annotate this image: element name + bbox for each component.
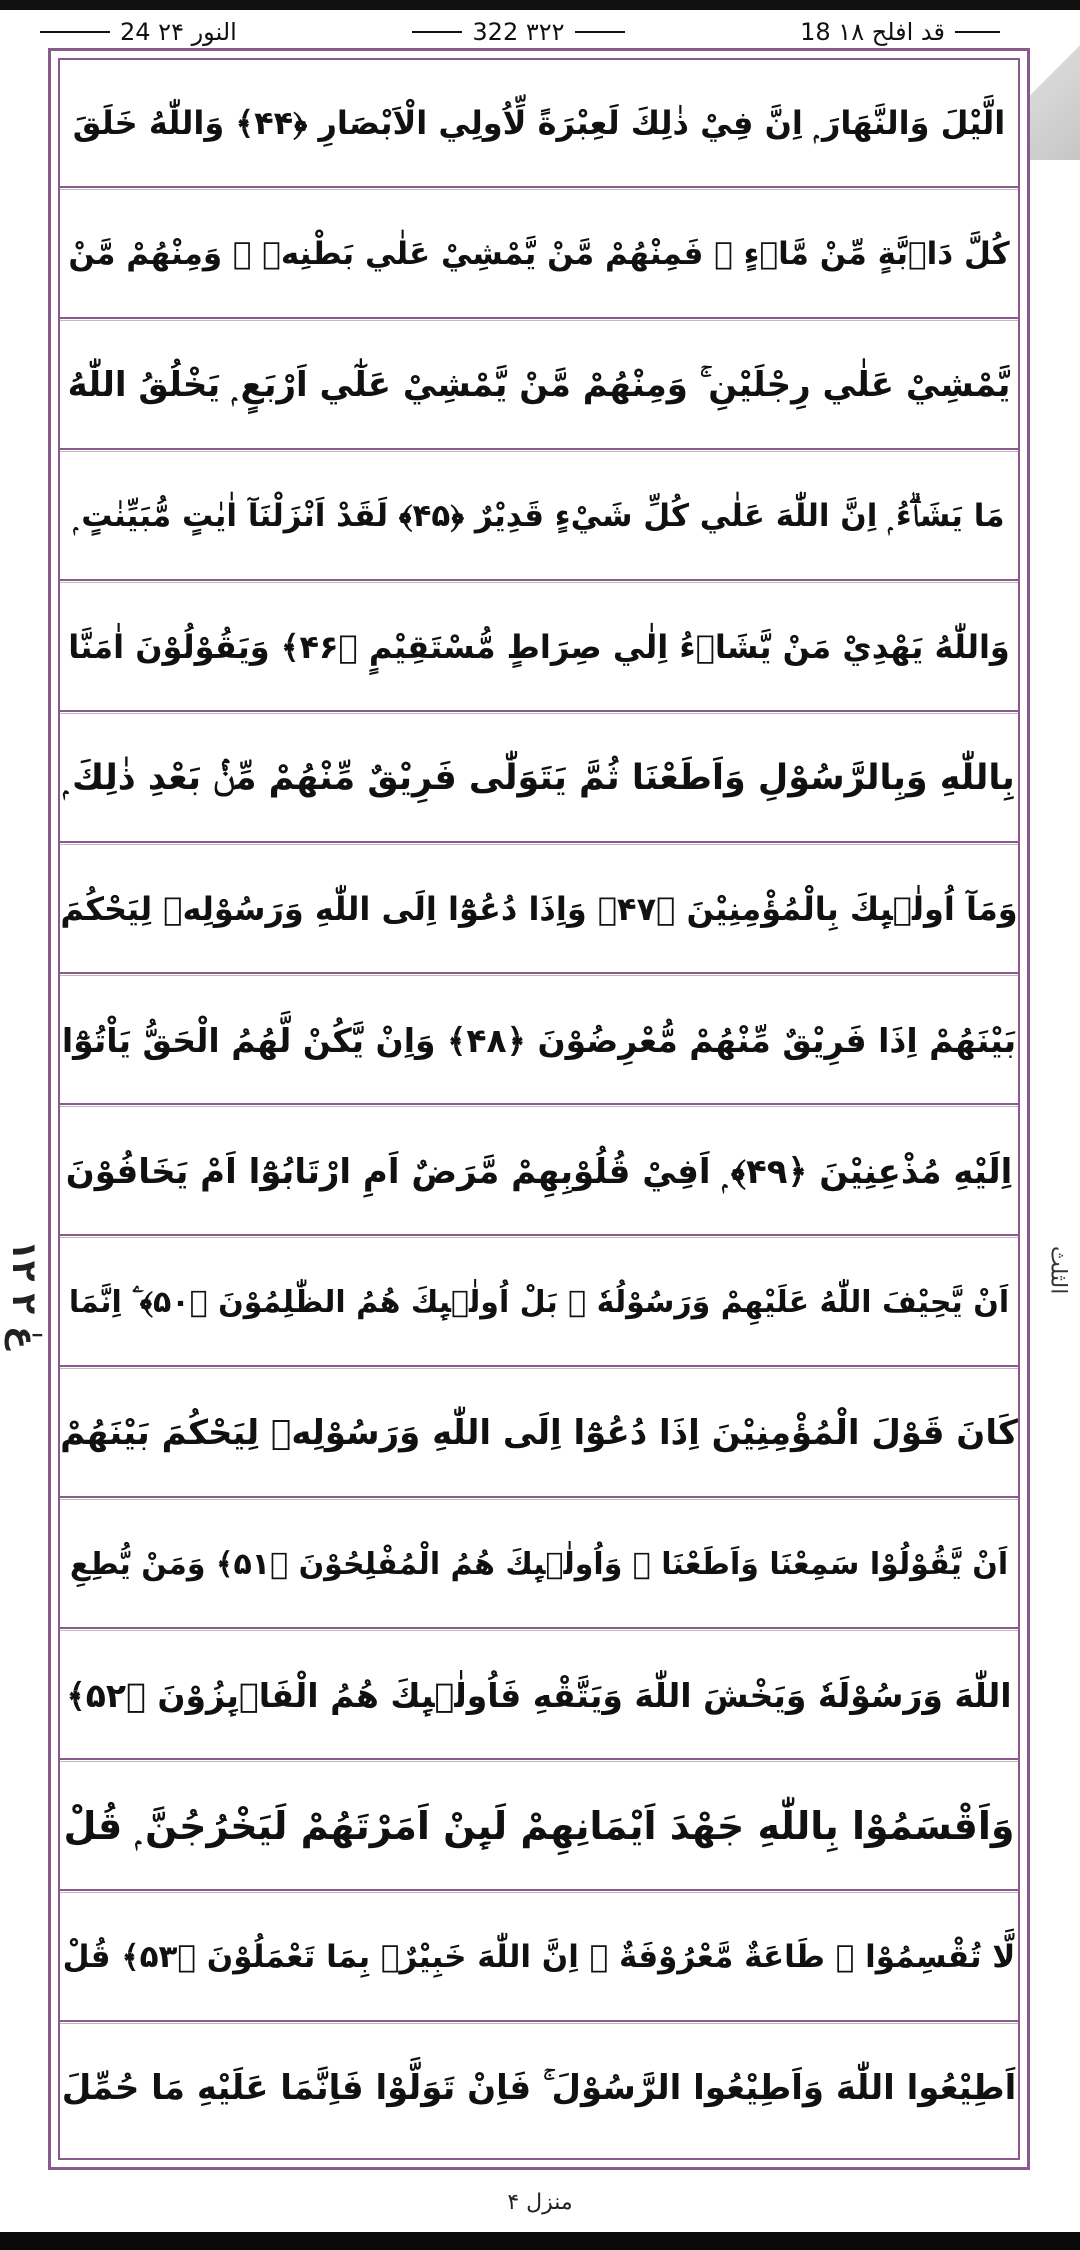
top-bar: [0, 0, 1080, 10]
text-line: كُلَّ دَاۗبَّةٍ مِّنْ مَّاۗءٍ ۚ فَمِنْهُمْ مَّنْ يَّمْشِيْ عَلٰي بَطْنِهٖ ۚ وَمِنْهُمْ مَّنْ: [68, 236, 1010, 272]
line-separator: [60, 317, 1018, 321]
header-rule: [40, 31, 110, 33]
line-separator: [60, 186, 1018, 190]
line-separator: [60, 1496, 1018, 1500]
text-line: وَمَآ اُولٰۗىِٕكَ بِالْمُؤْمِنِيْنَ ﴿۴۷﴾ وَاِذَا دُعُوْٓا اِلَى اللّٰهِ وَرَسُوْلِهٖ لِيَحْكُمَ: [60, 890, 1018, 928]
line-separator: [60, 841, 1018, 845]
manzil-footer: منزل ۴: [507, 2190, 573, 2215]
line-separator: [60, 1627, 1018, 1631]
text-line: الَّيْلَ وَالنَّهَارَ ۭ اِنَّ فِيْ ذٰلِكَ لَعِبْرَةً لِّاُولِي الْاَبْصَارِ ﴿۴۴﴾ وَاللّٰهُ خَلَقَ: [72, 103, 1006, 142]
header-rule: [412, 31, 462, 33]
bottom-bar: [0, 2232, 1080, 2250]
surah-label: 24 النور ۲۴: [120, 18, 237, 46]
quarter-marker: الثلث: [1045, 1245, 1071, 1295]
juz-label: 18 قد افلح ۱۸: [800, 18, 945, 46]
line-separator: [60, 579, 1018, 583]
text-line: اَنْ يَّحِيْفَ اللّٰهُ عَلَيْهِمْ وَرَسُوْلُهٗ ۭ بَلْ اُولٰۗىِٕكَ هُمُ الظّٰلِمُوْنَ ﴿۵۰﴾ ۧ اِنَّمَا: [68, 1284, 1010, 1320]
line-separator: [60, 2020, 1018, 2024]
header-right: [800, 18, 1025, 46]
line-separator: [60, 1758, 1018, 1762]
page-number: 322 ۳۲۲: [472, 18, 565, 46]
text-line: اللّٰهَ وَرَسُوْلَهٗ وَيَخْشَ اللّٰهَ وَيَتَّقْهِ فَاُولٰۗىِٕكَ هُمُ الْفَاۗىِٕزُوْنَ ﴿۵۲﴾: [66, 1675, 1012, 1715]
text-line: بِاللّٰهِ وَبِالرَّسُوْلِ وَاَطَعْنَا ثُمَّ يَتَوَلّٰى فَرِيْقٌ مِّنْهُمْ مِّنْۢ بَعْدِ ذٰلِكَ ۭ: [63, 758, 1015, 798]
line-separator: [60, 448, 1018, 452]
header-left: [40, 18, 237, 46]
text-line: مَا يَشَاۗءُ ۭ اِنَّ اللّٰهَ عَلٰي كُلِّ شَيْءٍ قَدِيْرٌ ﴿۴۵﴾ لَقَدْ اَنْزَلْنَآ اٰيٰتٍ مُّبَيِّنٰتٍ ۭ: [73, 497, 1005, 534]
text-line: اَطِيْعُوا اللّٰهَ وَاَطِيْعُوا الرَّسُوْلَ ۚ فَاِنْ تَوَلَّوْا فَاِنَّمَا عَلَيْهِ مَا حُمِّلَ: [61, 2068, 1017, 2108]
line-separator: [60, 1103, 1018, 1107]
line-separator: [60, 1365, 1018, 1369]
text-line: وَاللّٰهُ يَهْدِيْ مَنْ يَّشَاۗءُ اِلٰي صِرَاطٍ مُّسْتَقِيْمٍ ﴿۴۶﴾ وَيَقُوْلُوْنَ اٰمَنَّا: [68, 628, 1010, 666]
page-header: [40, 12, 1025, 52]
line-separator: [60, 972, 1018, 976]
header-center: [412, 18, 624, 46]
text-line: اَنْ يَّقُوْلُوْا سَمِعْنَا وَاَطَعْنَا ۭ وَاُولٰۗىِٕكَ هُمُ الْمُفْلِحُوْنَ ﴿۵۱﴾ وَمَنْ يُّطِعِ: [69, 1546, 1009, 1582]
text-line: يَّمْشِيْ عَلٰي رِجْلَيْنِ ۚ وَمِنْهُمْ مَّنْ يَّمْشِيْ عَلٰٓي اَرْبَعٍ ۭ يَخْلُقُ اللّٰهُ: [67, 365, 1011, 405]
text-line: وَاَقْسَمُوْا بِاللّٰهِ جَهْدَ اَيْمَانِهِمْ لَىِٕنْ اَمَرْتَهُمْ لَيَخْرُجُنَّ ۭ قُلْ: [63, 1803, 1015, 1848]
text-line: بَيْنَهُمْ اِذَا فَرِيْقٌ مِّنْهُمْ مُّعْرِضُوْنَ ﴿۴۸﴾ وَاِنْ يَّكُنْ لَّهُمُ الْحَقُّ يَاْتُوْٓا: [61, 1020, 1017, 1060]
text-line: كَانَ قَوْلَ الْمُؤْمِنِيْنَ اِذَا دُعُوْٓا اِلَى اللّٰهِ وَرَسُوْلِهٖ لِيَحْكُمَ بَيْنَهُمْ: [60, 1413, 1018, 1453]
header-rule: [575, 31, 625, 33]
line-separator: [60, 1889, 1018, 1893]
line-separator: [60, 710, 1018, 714]
line-separator: [60, 1234, 1018, 1238]
ruku-marker: عٰ ۲ ۱۲: [4, 1240, 44, 1350]
text-line: لَّا تُقْسِمُوْا ۚ طَاعَةٌ مَّعْرُوْفَةٌ ۭ اِنَّ اللّٰهَ خَبِيْرٌۢ بِمَا تَعْمَلُوْنَ ﴿۵۳﴾ قُلْ: [62, 1939, 1016, 1975]
text-line: اِلَيْهِ مُذْعِنِيْنَ ﴿۴۹﴾ ۭ اَفِيْ قُلُوْبِهِمْ مَّرَضٌ اَمِ ارْتَابُوْٓا اَمْ يَخَافُوْنَ: [65, 1151, 1013, 1192]
